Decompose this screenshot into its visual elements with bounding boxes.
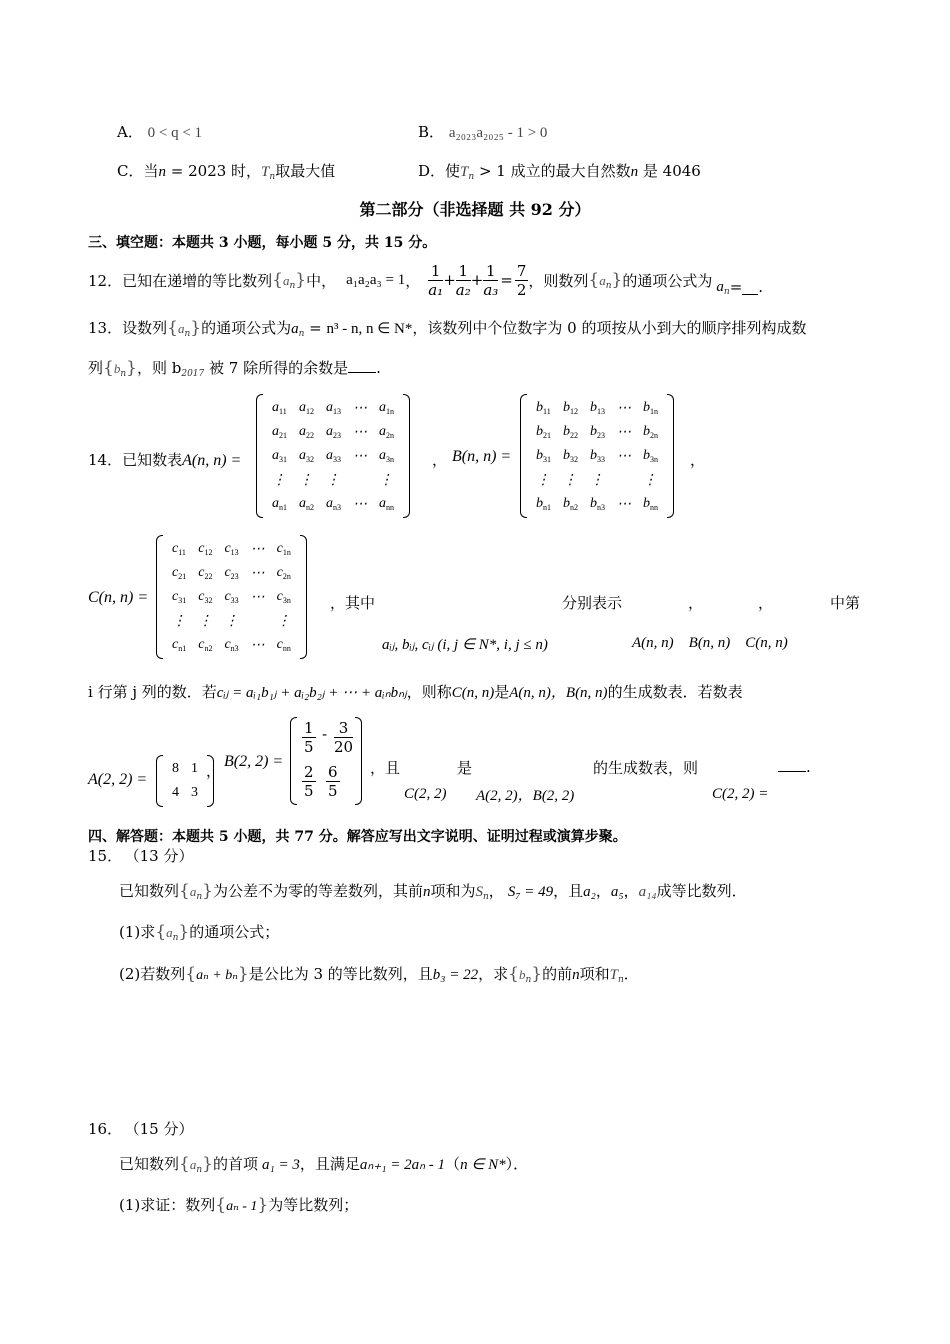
q14-qizhong: ，其中 [330, 594, 376, 612]
option-c: C．当n = 2023 时，$T_n$取最大值 [117, 162, 336, 182]
q12-eq: = [729, 278, 743, 296]
q12-seq-1: $\{a_n\}$ [272, 269, 307, 291]
q14-line3-d: 是 [494, 683, 510, 701]
q13-end: . [376, 359, 381, 377]
q15-score: （13 分） [132, 847, 194, 865]
question-12: 12． 已知在递增的等比数列 $\{a_n\}$ 中， a₁a₂a₃ = 1 ， $\frac{1}{\text{a₁}}$ + $\frac{1}{\text{a₂}}$ + $\frac{1}{\text{a₃}}$ = $\frac{7}{2}$ ，则数列 $\{a_n\}$ 的通项公式为 $a_n$ = . [88, 261, 764, 299]
q13-text-6: 被 7 除所得的余数是 [204, 359, 349, 377]
option-c-post: 取最大值 [275, 162, 336, 180]
q14-comma-3: ， [206, 762, 222, 780]
option-d-post: 是 4046 [638, 162, 701, 180]
q12-frac-2: $\frac{1}{\text{a₂}}$ [455, 261, 471, 299]
q15-part2: (2)若数列{aₙ + bₙ}是公比为 3 的等比数列，且b₃ = 22，求$\{b_n\}$的前n项和$T_n$． [119, 964, 639, 985]
q14-intro [88, 449, 241, 470]
q12-seq-2: $\{a_n\}$ [588, 269, 623, 291]
q16-header [88, 1118, 193, 1139]
q14-qie: ，且 [370, 759, 401, 777]
question-13-line2 [88, 357, 381, 379]
q14-line3-f: 的生成数表．若数表 [607, 683, 743, 701]
q13-text-1: 设数列 [122, 319, 168, 337]
q12-eq1: a₁a₂a₃ = 1 [346, 271, 406, 288]
option-d-label: D． [418, 162, 446, 180]
q13-text-3: ，该数列中个位数字为 0 的项按从小到大的顺序排列构成数 [412, 319, 807, 337]
q14-zhongdi: 中第 [830, 594, 861, 612]
q14-line3-a: i 行第 j 列的数．若 [88, 683, 217, 701]
q14-A22-label: A(2, 2) = [88, 771, 148, 788]
q13-text-5: ，则 b [136, 359, 182, 377]
question-13: 13．设数列$\{a_n\}$的通项公式为$a_n = n^3 - n$, n ∈ N*，该数列中个位数字为 0 的项按从小到大的顺序排列构成数 [88, 318, 807, 339]
matrix-a: $a_{11}$ $a_{12}$ $a_{13}$ ⋯ $a_{1n}$ $a_{21}$ $a_{22}$ $a_{23}$ ⋯ $a_{2n}$ $a_{31}$ $a_{32}$ $a_{33}$ ⋯ $a_{3n}$ ⋮ ⋮ ⋮ ⋮ $a_{n1}$ $a_{n2}$ $a_{n3}$ ⋯ $a_{nn}$ [256, 394, 410, 518]
q13-sub: 2017 [181, 369, 205, 379]
q12-frac-rhs: $\frac{7}{2}$ [516, 261, 527, 299]
q14-number: 14． [88, 451, 123, 469]
q13-text-4: 列 [88, 359, 104, 377]
q14-C22-eq: C(2, 2) = [712, 786, 769, 802]
q14-B-label: B(n, n) = [452, 448, 512, 465]
option-a-text: 0 < q < 1 [147, 125, 203, 141]
q14-line3 [88, 681, 743, 702]
q13-number: 13． [88, 319, 123, 337]
q12-end: . [758, 278, 764, 296]
option-d-n: n [630, 164, 639, 180]
q14-B22-label: B(2, 2) = [224, 753, 284, 770]
q14-comma-b: ， [758, 594, 774, 612]
q12-frac-1: $\frac{1}{\text{a₁}}$ [428, 261, 444, 299]
section4-title: 四、解答题：本题共 5 小题，共 77 分。解答应写出文字说明、证明过程或演算步聚。 [88, 829, 627, 845]
option-a-label: A． [117, 123, 143, 141]
matrix-c: $c_{11}$ $c_{12}$ $c_{13}$ ⋯ $c_{1n}$ $c_{21}$ $c_{22}$ $c_{23}$ ⋯ $c_{2n}$ $c_{31}$ $c_{32}$ $c_{33}$ ⋯ $c_{3n}$ ⋮ ⋮ ⋮ ⋮ $c_{n1}$ $c_{n2}$ $c_{n3}$ ⋯ $c_{nn}$ [156, 535, 307, 659]
q14-blank: . [778, 757, 811, 776]
q14-A22B22: A(2, 2)，B(2, 2) [476, 788, 575, 804]
section3-title: 三、填空题：本题共 3 小题，每小题 5 分，共 15 分。 [88, 235, 437, 251]
q13-formula: n³ - n, n ∈ N* [326, 321, 413, 337]
q12-text-1: 已知在递增的等比数列 [122, 271, 273, 290]
q13-seq-b: $\{b_n\}$ [103, 358, 137, 379]
option-b-label: B． [418, 123, 445, 141]
q15-header [88, 845, 193, 866]
q12-number: 12． [88, 271, 123, 290]
q12-text-3: ，则数列 [528, 271, 589, 290]
q15-line1: 已知数列$\{a_n\}$为公差不为零的等差数列，其前n项和为$S_n$， S₇ = 49，且a₂，a₅，a₁₄成等比数列． [119, 881, 747, 902]
q13-blank [348, 358, 376, 373]
q15-number: 15． [88, 847, 123, 865]
option-a [117, 121, 202, 142]
option-d-pre: 使 [445, 162, 461, 180]
option-c-mid: = 2023 时， [166, 162, 262, 180]
matrix-a22: 8 1 4 3 [156, 755, 214, 807]
q13-text-2: 的通项公式为 [201, 319, 292, 337]
option-b [418, 121, 547, 142]
q15-part1: (1)求$\{a_n\}$的通项公式； [119, 922, 280, 943]
part2-title: 第二部分（非选择题 共 92 分） [359, 200, 591, 219]
q14-C22: C(2, 2) [404, 786, 447, 802]
q14-A-label: A(n, n) = [182, 452, 242, 469]
option-c-label: C． [117, 162, 144, 180]
q14-comma: ， [432, 451, 448, 469]
q16-score: （15 分） [132, 1120, 194, 1138]
matrix-b22: $\frac{1}{5}$ - $\frac{3}{20}$ $\frac{2}{5}$ $\frac{6}{5}$ [290, 717, 362, 805]
q14-cij: cᵢⱼ = aᵢ₁b₁ⱼ + aᵢ₂b₂ⱼ + ⋯ + aᵢₙbₙⱼ [216, 685, 407, 701]
option-b-text: a₂₀₂₃a₂₀₂₅ - 1 > 0 [448, 125, 548, 141]
q16-line1: 已知数列$\{a_n\}$的首项 a₁ = 3，且满足aₙ₊₁ = 2aₙ - 1（n ∈ N*）． [119, 1154, 529, 1175]
option-c-n: n [158, 164, 166, 180]
q14-shengcheng: 的生成数表，则 [593, 759, 699, 777]
q14-line3-c: C(n, n) [451, 685, 495, 701]
q14-comma-a: ， [688, 594, 704, 612]
q16-part1: (1)求证：数列{aₙ - 1}为等比数列； [119, 1195, 359, 1215]
q13-seq: $\{a_n\}$ [167, 318, 202, 339]
option-d-t: T [460, 164, 469, 180]
q12-blank [742, 280, 758, 295]
q14-fenbie: 分别表示 [562, 594, 623, 612]
q12-text-2: 中， [306, 271, 337, 290]
q14-C-label: C(n, n) = [88, 589, 149, 606]
q14-line3-e: A(n, n)，B(n, n) [509, 685, 608, 701]
option-d-mid: > 1 成立的最大自然数 [474, 162, 631, 180]
option-c-t: T [261, 164, 270, 180]
q12-text-4: 的通项公式为 [622, 271, 713, 290]
option-c-pre: 当 [143, 162, 159, 180]
q14-text-1: 已知数表 [122, 451, 183, 469]
q12-an: $a_n$ [716, 279, 730, 297]
matrix-b: $b_{11}$ $b_{12}$ $b_{13}$ ⋯ $b_{1n}$ $b_{21}$ $b_{22}$ $b_{23}$ ⋯ $b_{2n}$ $b_{31}$ $b_{32}$ $b_{33}$ ⋯ $b_{3n}$ ⋮ ⋮ ⋮ ⋮ $b_{n1}$ $b_{n2}$ $b_{n3}$ ⋯ $b_{nn}$ [520, 394, 674, 518]
q14-line3-b: ，则称 [406, 683, 452, 701]
q14-abc: aᵢⱼ, bᵢⱼ, cᵢⱼ (i, j ∈ N*, i, j ≤ n) [382, 637, 548, 653]
q14-shi: 是 [457, 759, 473, 777]
q16-number: 16． [88, 1120, 123, 1138]
option-d: D．使$T_n > 1$ 成立的最大自然数n 是 4046 [418, 162, 701, 182]
q12-sep: ， [405, 271, 421, 290]
q12-frac-3: $\frac{1}{\text{a₃}}$ [483, 261, 499, 299]
q14-ABC: A(n, n) B(n, n) C(n, n) [632, 635, 788, 651]
q14-comma-2: ， [690, 451, 706, 469]
q13-an: a [291, 321, 299, 337]
